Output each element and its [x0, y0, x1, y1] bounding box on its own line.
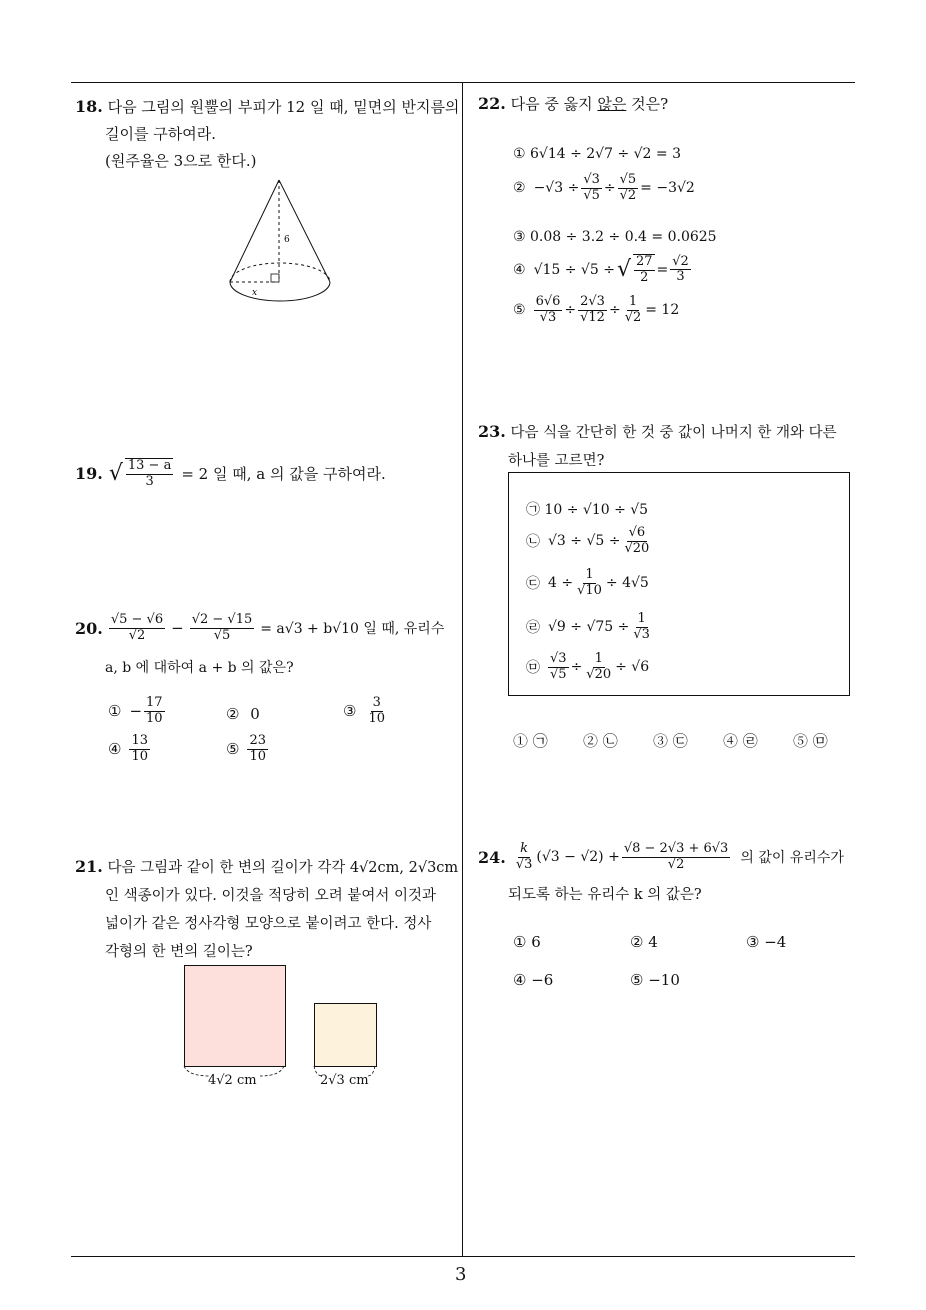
question-text: 다음 그림과 같이 한 변의 길이가 각각 4√2cm, 2√3cm: [107, 860, 459, 876]
question-text: = a√3 + b√10 일 때, 유리수: [260, 621, 445, 638]
question-text: a, b 에 대하여 a + b 의 값은?: [105, 660, 294, 676]
question-number: 23.: [478, 422, 506, 441]
choice-3[interactable]: ③ 0.08 ÷ 3.2 ÷ 0.4 = 0.0625: [513, 229, 717, 245]
question-text: 인 색종이가 있다. 이것을 적당히 오려 붙여서 이것과: [105, 888, 437, 904]
bottom-rule: [71, 1256, 855, 1257]
large-side-label: 4√2 cm: [208, 1073, 257, 1088]
question-20: 20. $\frac{√5 - √6}{√2}$ − $\frac{√2 - √15}{√5}$ = a√3 + b√10 일 때, 유리수: [75, 612, 445, 643]
underlined-word: 않은: [597, 95, 627, 113]
choice-4[interactable]: ④ √15 ÷ √5 ÷ √ $\frac{27}{2}$ = $\frac{√2}{3}$: [513, 253, 689, 285]
question-text: 넓이가 같은 정사각형 모양으로 붙이려고 한다. 정사: [105, 916, 432, 932]
choice-1[interactable]: ① − $\frac{17}{10}$: [108, 695, 163, 726]
question-21: [75, 853, 458, 966]
question-24: 24. $\frac{k}{√3}$ (√3 − √2) + $\frac{√8 - 2√3 + 6√3}{√2}$ 의 값이 유리수가: [478, 841, 844, 872]
question-19: 19. √ $\frac{13 - a}{3}$ = 2 일 때, a 의 값을 구하여라.: [75, 458, 386, 489]
question-text: 의 값이 유리수가: [740, 850, 844, 867]
expression-4: ㉣ √9 ÷ √75 ÷ $\frac{1}{√3}$: [526, 611, 650, 642]
expression-2: ㉡ √3 ÷ √5 ÷ $\frac{√6}{√20}$: [526, 525, 650, 556]
choice-2[interactable]: ② 4: [630, 933, 658, 951]
question-text: 하나를 고르면?: [508, 453, 605, 469]
question-23: [478, 418, 837, 475]
paper-square-large: [184, 965, 286, 1067]
question-text: 다음 중 옳지: [510, 95, 598, 113]
question-text: 다음 그림의 원뿔의 부피가 12 일 때, 밑면의 반지름의: [107, 98, 460, 116]
choice-2[interactable]: ② −√3 ÷ $\frac{√3}{√5}$ ÷ $\frac{√5}{√2}$ = −3√2: [513, 172, 695, 203]
radius-label: x: [252, 288, 258, 298]
question-note: (원주율은 3으로 한다.): [105, 152, 257, 170]
choice-1[interactable]: ① 6: [513, 933, 541, 951]
choice-1[interactable]: ① 6√14 ÷ 2√7 ÷ √2 = 3: [513, 146, 682, 162]
choice-3[interactable]: ③ −4: [746, 933, 787, 951]
choice-4[interactable]: ④ −6: [513, 971, 554, 989]
choice-3[interactable]: ③ ㉢: [653, 732, 688, 750]
question-number: 19.: [75, 464, 103, 484]
height-label: 6: [284, 235, 290, 245]
question-text: 길이를 구하여라.: [105, 125, 216, 143]
question-18: [75, 93, 459, 175]
expression-3: ㉢ 4 ÷ $\frac{1}{√10}$ ÷ 4√5: [526, 567, 649, 598]
paper-square-small: [314, 1003, 377, 1067]
radicand-fraction: $\frac{13 - a}{3}$: [125, 458, 173, 490]
question-text: 각형의 한 변의 길이는?: [105, 944, 253, 960]
choice-5[interactable]: ⑤ $\frac{23}{10}$: [226, 733, 266, 764]
cone-figure: [220, 175, 350, 310]
question-22: [478, 93, 668, 114]
choice-5[interactable]: ⑤ −10: [630, 971, 680, 989]
choice-4[interactable]: ④ ㉣: [723, 732, 758, 750]
choice-5[interactable]: ⑤ $\frac{6√6}{√3}$ ÷ $\frac{2√3}{√12}$ ÷ $\frac{1}{√2}$ = 12: [513, 294, 680, 325]
question-text: 것은?: [626, 95, 669, 113]
question-number: 24.: [478, 847, 506, 867]
question-text: 되도록 하는 유리수 k 의 값은?: [508, 887, 702, 903]
question-number: 22.: [478, 94, 506, 113]
question-number: 18.: [75, 97, 103, 116]
choice-5[interactable]: ⑤ ㉤: [793, 732, 828, 750]
choice-2[interactable]: ② 0: [226, 705, 260, 723]
question-number: 21.: [75, 857, 103, 876]
page-number: 3: [455, 1264, 467, 1285]
question-number: 20.: [75, 618, 103, 638]
choice-1[interactable]: ① ㉠: [513, 732, 548, 750]
choice-4[interactable]: ④ $\frac{13}{10}$: [108, 733, 148, 764]
question-text: 다음 식을 간단히 한 것 중 값이 나머지 한 개와 다른: [510, 425, 837, 441]
choice-3[interactable]: ③ $\frac{3}{10}$: [343, 695, 385, 726]
small-side-label: 2√3 cm: [320, 1073, 369, 1088]
choice-2[interactable]: ② ㉡: [583, 732, 618, 750]
expression-5: ㉤ $\frac{√3}{√5}$ ÷ $\frac{1}{√20}$ ÷ √6: [526, 651, 650, 682]
column-divider: [462, 82, 463, 1256]
expression-1: ㉠ 10 ÷ √10 ÷ √5: [526, 502, 649, 518]
question-text: = 2 일 때, a 의 값을 구하여라.: [181, 465, 386, 484]
top-rule: [71, 82, 855, 83]
